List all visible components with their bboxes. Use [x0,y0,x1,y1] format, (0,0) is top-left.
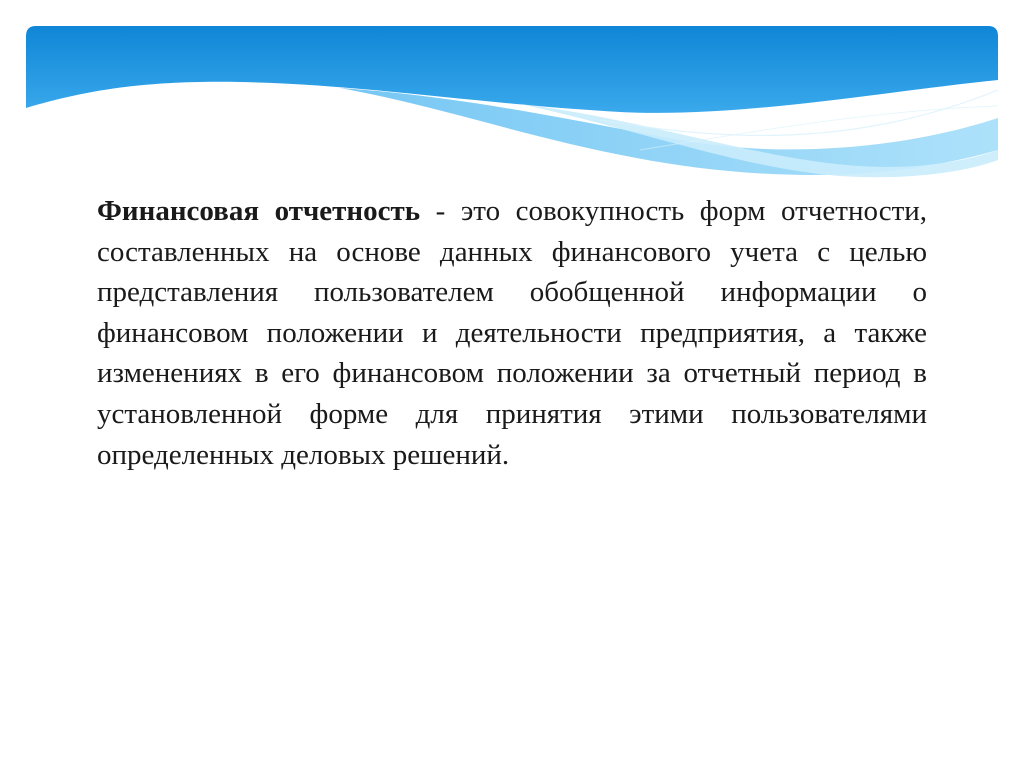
definition-paragraph [97,191,927,475]
wave-dark-band [26,26,998,113]
definition-term: Финансовая отчетность [97,195,421,227]
wave-banner [0,0,1024,200]
definition-body: - это совокупность форм отчетности, составленных на основе данных финансового учета с целью представления пользователем обобщенной информации о финансовом положении и деятельности предприятия, а также изменениях в его финансовом положении за отчетный период в установленной форме для принятия этими пользователями определенных деловых решений. [97,195,928,471]
